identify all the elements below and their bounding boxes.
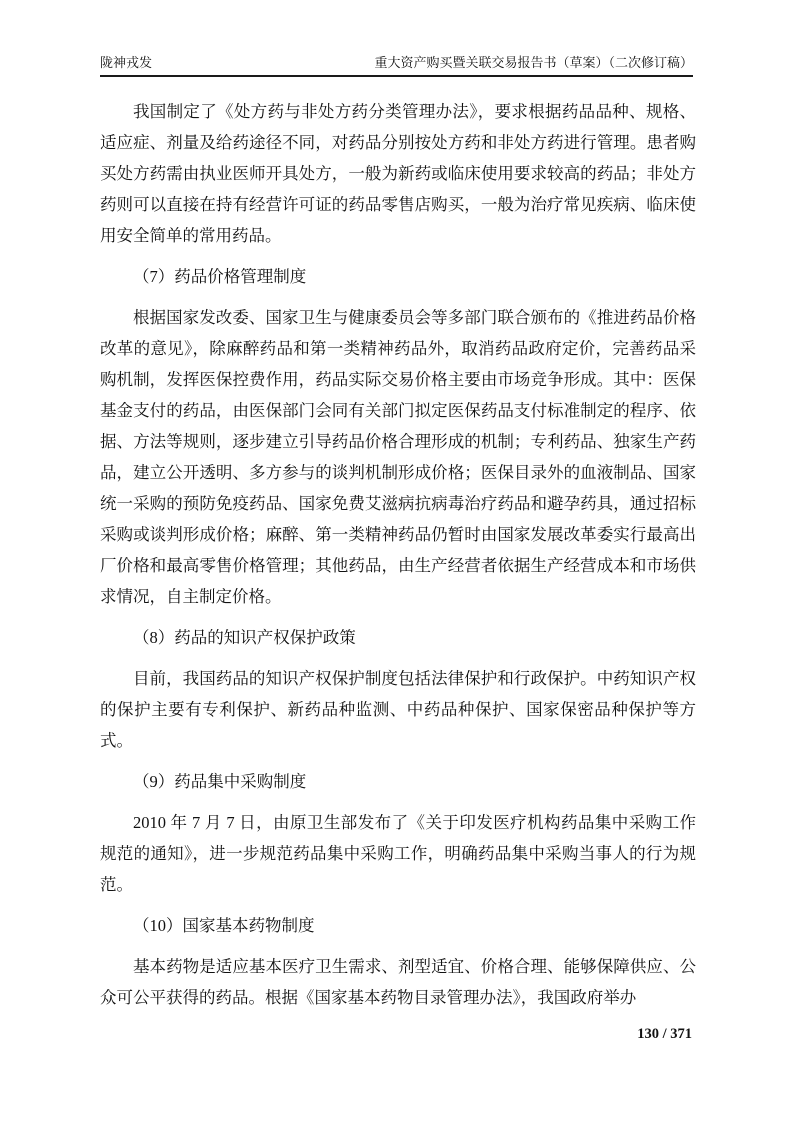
header-document-title: 重大资产购买暨关联交易报告书（草案）（二次修订稿） bbox=[374, 55, 693, 70]
paragraph-ip-protection: 目前，我国药品的知识产权保护制度包括法律保护和行政保护。中药知识产权的保护主要有专利保护、新药品种监测、中药品种保护、国家保密品种保护等方式。 bbox=[100, 669, 696, 750]
paragraph-essential-drugs: 基本药物是适应基本医疗卫生需求、剂型适宜、价格合理、能够保障供应、公众可公平获得的药品。根据《国家基本药物目录管理办法》，我国政府举办 bbox=[100, 957, 696, 1007]
document-body bbox=[100, 96, 696, 1013]
section-heading-7-drug-price-management: （7）药品价格管理制度 bbox=[133, 267, 307, 286]
page-header bbox=[100, 54, 693, 77]
section-heading-9-centralized-procurement: （9）药品集中采购制度 bbox=[133, 772, 307, 791]
paragraph-prescription-drug-management: 我国制定了《处方药与非处方药分类管理办法》，要求根据药品品种、规格、适应症、剂量及给药途径不同，对药品分别按处方药和非处方药进行管理。患者购买处方药需由执业医师开具处方，一般为新药或临床使用要求较高的药品；非处方药则可以直接在持有经营许可证的药品零售店购买，一般为治疗常见疾病、临床使用安全简单的常用药品。 bbox=[100, 102, 696, 245]
paragraph-centralized-procurement-notice: 2010 年 7 月 7 日，由原卫生部发布了《关于印发医疗机构药品集中采购工作规范的通知》，进一步规范药品集中采购工作，明确药品集中采购当事人的行为规范。 bbox=[100, 813, 696, 894]
header-company-name: 陇神戎发 bbox=[100, 55, 153, 70]
paragraph-drug-price-reform: 根据国家发改委、国家卫生与健康委员会等多部门联合颁布的《推进药品价格改革的意见》，除麻醉药品和第一类精神药品外，取消药品政府定价，完善药品采购机制，发挥医保控费作用，药品实际交易价格主要由市场竞争形成。其中：医保基金支付的药品，由医保部门会同有关部门拟定医保药品支付标准制定的程序、依据、方法等规则，逐步建立引导药品价格合理形成的机制；专利药品、独家生产药品，建立公开透明、多方参与的谈判机制形成价格；医保目录外的血液制品、国家统一采购的预防免疫药品、国家免费艾滋病抗病毒治疗药品和避孕药具，通过招标采购或谈判形成价格；麻醉、第一类精神药品仍暂时由国家发展改革委实行最高出厂价格和最高零售价格管理；其他药品，由生产经营者依据生产经营成本和市场供求情况，自主制定价格。 bbox=[100, 308, 696, 606]
page-number: 130 / 371 bbox=[637, 1026, 692, 1042]
section-heading-10-essential-drugs-system: （10）国家基本药物制度 bbox=[133, 916, 315, 935]
section-heading-8-ip-protection-policy: （8）药品的知识产权保护政策 bbox=[133, 628, 356, 647]
